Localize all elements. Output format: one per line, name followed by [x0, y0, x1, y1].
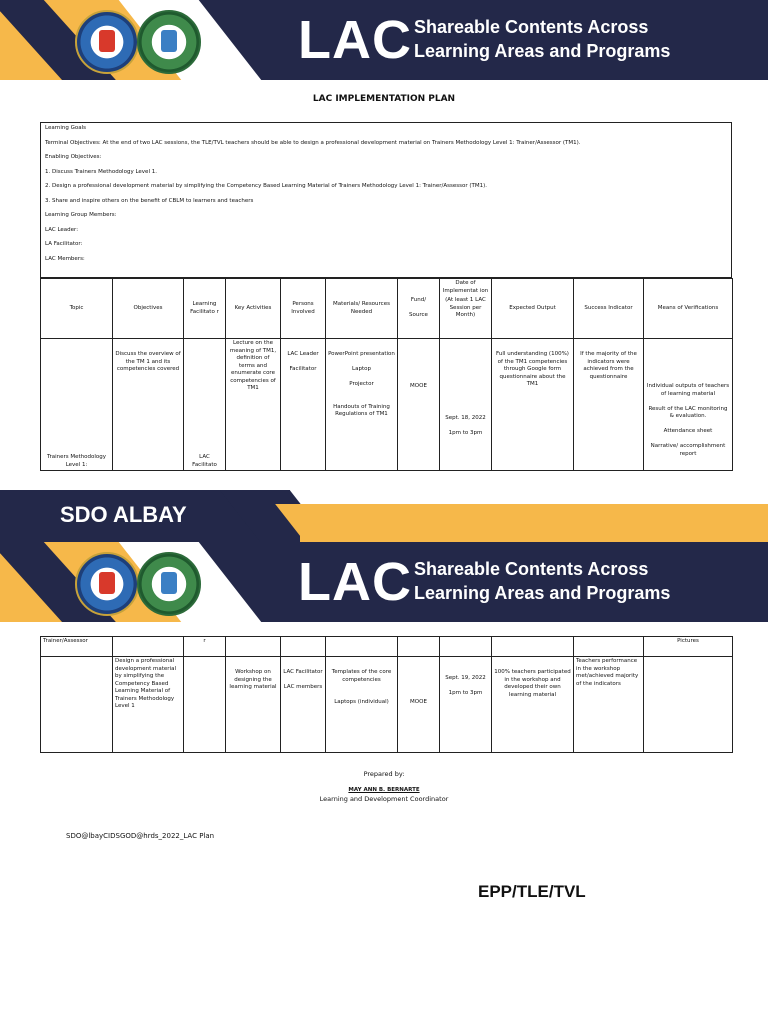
plan-table — [40, 278, 733, 471]
second-banner — [0, 542, 768, 622]
lac-logo-text: LAC — [298, 10, 412, 70]
deped-seal-icon — [75, 10, 139, 74]
sdo-band — [0, 490, 768, 542]
table-header-row: Topic Objectives Learning Facilitato r Key Activities Persons Involved Materials/ Resources Needed Fund/ Source Date of Implementat ion (At least 1 LAC Session per Month) Expected Output Success Indicator Means of Verifications — [41, 279, 733, 339]
document-title: LAC IMPLEMENTATION PLAN — [312, 94, 456, 104]
banner-subtitle: Shareable Contents Across Learning Areas and Programs — [414, 17, 671, 61]
banner-subtitle: Shareable Contents Across Learning Areas and Programs — [414, 559, 671, 603]
division-seal-icon — [137, 552, 201, 616]
table-row: Trainers Methodology Level 1: Discuss the overview of the TM 1 and its competencies covered LAC Facilitato Lecture on the meaning of TM1, definition of terms and enumerate core competencies of TM1 LAC Leader Facilitator PowerPoint presentation Laptop Projector Handouts of Training Regulations of TM1 MOOE Sept. 18, 2022 1pm to 3pm Full understanding (100%) of the TM1 competencies through Google form questionnaire about the TM1 If the majority of the indicators were achieved from the questionnaire Individual outputs of teachers of learning material Result of the LAC monitoring & evaluation. Attendance sheet Narrative/ accomplishment report — [41, 339, 733, 471]
lac-logo-text: LAC — [298, 552, 412, 612]
plan-table-continued — [40, 636, 733, 753]
signatory-name: MAY ANN B. BERNARTE — [348, 787, 420, 793]
table-row: Trainer/Assessor r Pictures — [41, 637, 733, 657]
top-banner — [0, 0, 768, 80]
footer-code: SDO@lbayCIDSGOD@hrds_2022_LAC Plan — [66, 832, 215, 840]
table-row: Design a professional development material by simplifying the Competency Based Learning Material of Trainers Methodology Level 1 Workshop on designing the learning material LAC Facilitator LAC members Templates of the core competencies Laptops (individual) MOOE Sept. 19, 2022 1pm to 3pm 100% teachers participated in the workshop and developed their own learning material Teachers performance in the workshop met/achieved majority of the indicators — [41, 657, 733, 753]
prepared-by-label: Prepared by: — [363, 770, 405, 778]
signatory-position: Learning and Development Coordinator — [319, 795, 449, 803]
division-seal-icon — [137, 10, 201, 74]
subject-tag: EPP/TLE/TVL — [478, 882, 586, 901]
deped-seal-icon — [75, 552, 139, 616]
learning-goals: Learning Goals Terminal Objectives: At the end of two LAC sessions, the TLE/TVL teachers should be able to design a professional development material on Trainers Methodology Level 1: Trainer/Assessor (TM1). Enabling Objectives: 1. Discuss Trainers Methodology Level 1. 2. Design a professional development material by simplifying the Competency Based Learning Material of Trainers Methodology Level 1: Trainer/Assessor (TM1). 3. Share and inspire others on the benefit of CBLM to learners and teachers Learning Group Members: LAC Leader: LA Facilitator: LAC Members: — [40, 122, 732, 278]
sdo-label: SDO ALBAY — [60, 502, 187, 527]
